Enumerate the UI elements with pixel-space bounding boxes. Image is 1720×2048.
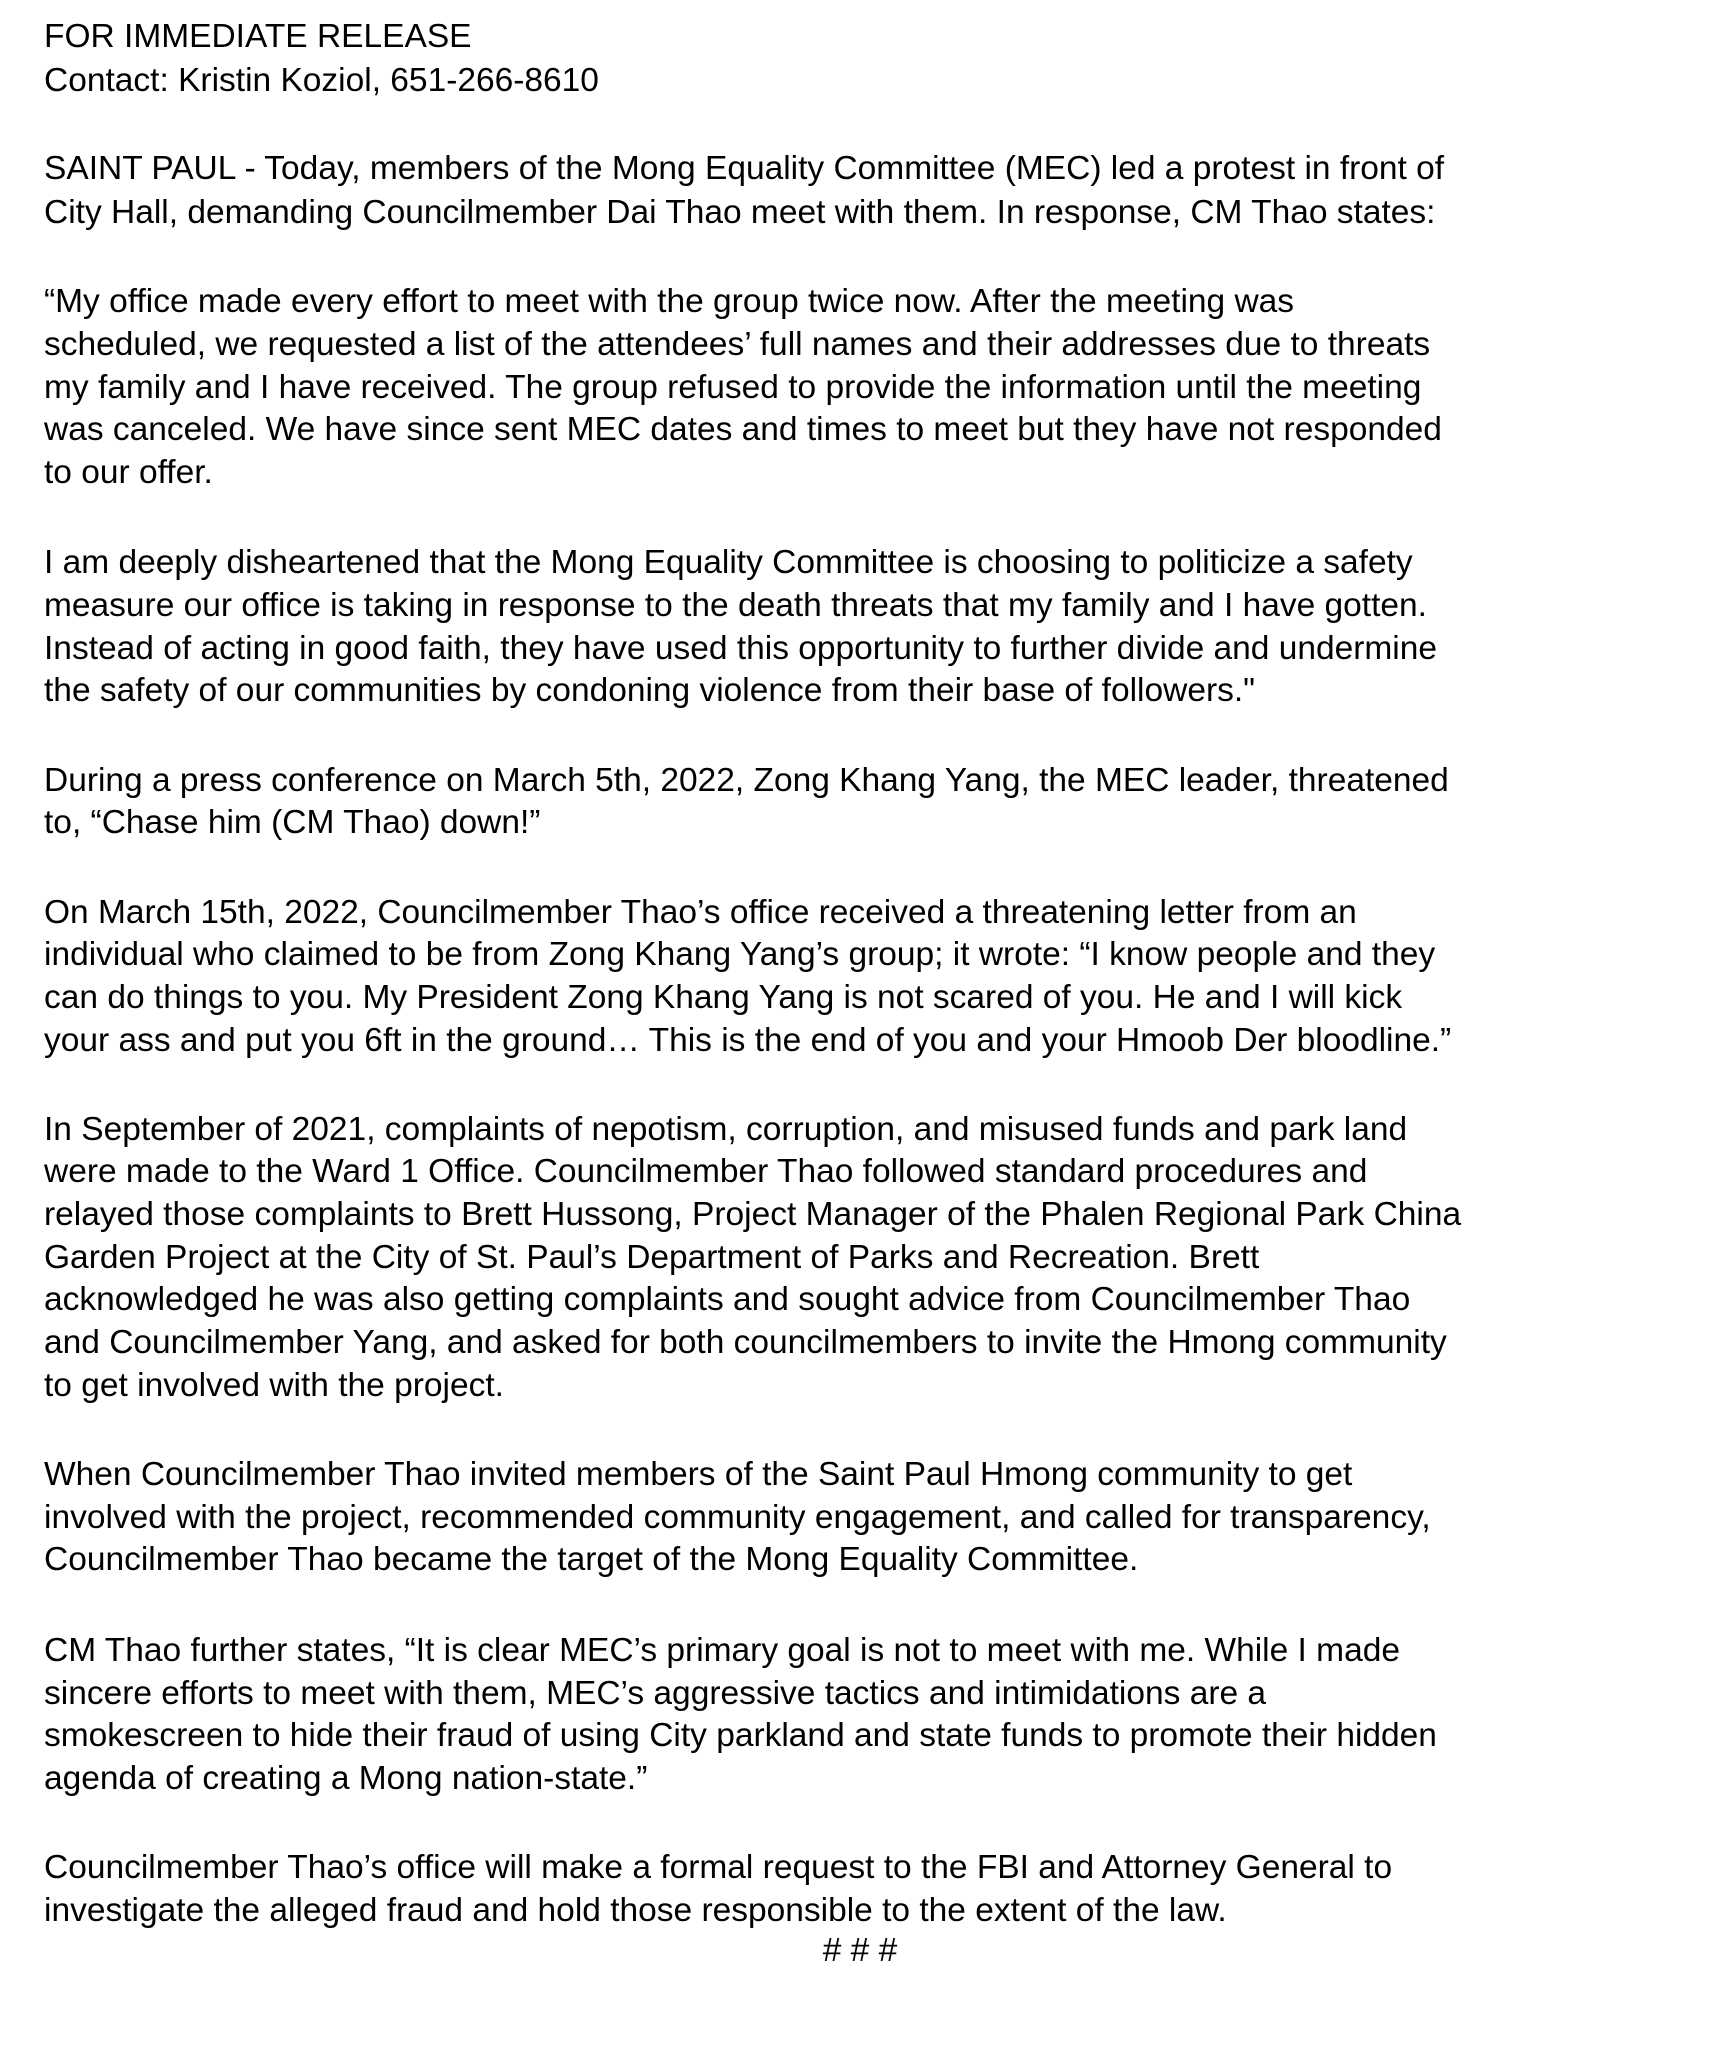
- paragraph-line: to get involved with the project.: [44, 1367, 504, 1404]
- paragraph-line: When Councilmember Thao invited members of the Saint Paul Hmong community to get: [44, 1456, 1353, 1493]
- end-mark: # # #: [822, 1932, 898, 1969]
- paragraph-line: Garden Project at the City of St. Paul’s Department of Parks and Recreation. Brett: [44, 1239, 1260, 1276]
- paragraph-line: Instead of acting in good faith, they have used this opportunity to further divide and undermine: [44, 630, 1438, 667]
- paragraph-line: to our offer.: [44, 454, 213, 491]
- paragraph-line: agenda of creating a Mong nation-state.”: [44, 1760, 648, 1797]
- paragraph-line: smokescreen to hide their fraud of using City parkland and state funds to promote their hidden: [44, 1717, 1437, 1754]
- paragraph-line: On March 15th, 2022, Councilmember Thao’s office received a threatening letter from an: [44, 894, 1357, 931]
- paragraph-line: SAINT PAUL - Today, members of the Mong Equality Committee (MEC) led a protest in front of: [44, 150, 1445, 187]
- paragraph-line: individual who claimed to be from Zong Khang Yang’s group; it wrote: “I know people and they: [44, 936, 1436, 973]
- paragraph-line: to, “Chase him (CM Thao) down!”: [44, 804, 541, 841]
- paragraph-line: scheduled, we requested a list of the attendees’ full names and their addresses due to threats: [44, 326, 1431, 363]
- paragraph-line: can do things to you. My President Zong Khang Yang is not scared of you. He and I will kick: [44, 979, 1403, 1016]
- release-heading: FOR IMMEDIATE RELEASE: [44, 18, 472, 55]
- paragraph-line: relayed those complaints to Brett Hussong, Project Manager of the Phalen Regional Park China: [44, 1196, 1462, 1233]
- paragraph-line: my family and I have received. The group refused to provide the information until the meeting: [44, 369, 1422, 406]
- paragraph-line: acknowledged he was also getting complaints and sought advice from Councilmember Thao: [44, 1281, 1411, 1318]
- paragraph-line: and Councilmember Yang, and asked for both councilmembers to invite the Hmong community: [44, 1324, 1447, 1361]
- paragraph-line: CM Thao further states, “It is clear MEC’s primary goal is not to meet with me. While I made: [44, 1632, 1400, 1669]
- paragraph-line: sincere efforts to meet with them, MEC’s aggressive tactics and intimidations are a: [44, 1675, 1267, 1712]
- contact-line: Contact: Kristin Koziol, 651-266-8610: [44, 62, 599, 99]
- paragraph-line: the safety of our communities by condoning violence from their base of followers.": [44, 672, 1256, 709]
- paragraph-line: measure our office is taking in response to the death threats that my family and I have gotten.: [44, 587, 1427, 624]
- paragraph-line: I am deeply disheartened that the Mong Equality Committee is choosing to politicize a safety: [44, 544, 1413, 581]
- paragraph-line: involved with the project, recommended community engagement, and called for transparency,: [44, 1499, 1431, 1536]
- paragraph-line: investigate the alleged fraud and hold those responsible to the extent of the law.: [44, 1892, 1227, 1929]
- paragraph-line: “My office made every effort to meet with the group twice now. After the meeting was: [44, 283, 1295, 320]
- paragraph-line: In September of 2021, complaints of nepotism, corruption, and misused funds and park land: [44, 1111, 1408, 1148]
- paragraph-line: During a press conference on March 5th, 2022, Zong Khang Yang, the MEC leader, threatened: [44, 762, 1449, 799]
- paragraph-line: your ass and put you 6ft in the ground… This is the end of you and your Hmoob Der bloodline.”: [44, 1022, 1452, 1059]
- paragraph-line: was canceled. We have since sent MEC dates and times to meet but they have not responded: [44, 411, 1442, 448]
- paragraph-line: City Hall, demanding Councilmember Dai Thao meet with them. In response, CM Thao states:: [44, 194, 1436, 231]
- paragraph-line: Councilmember Thao’s office will make a formal request to the FBI and Attorney General to: [44, 1849, 1393, 1886]
- paragraph-line: were made to the Ward 1 Office. Councilmember Thao followed standard procedures and: [44, 1153, 1368, 1190]
- paragraph-line: Councilmember Thao became the target of the Mong Equality Committee.: [44, 1541, 1139, 1578]
